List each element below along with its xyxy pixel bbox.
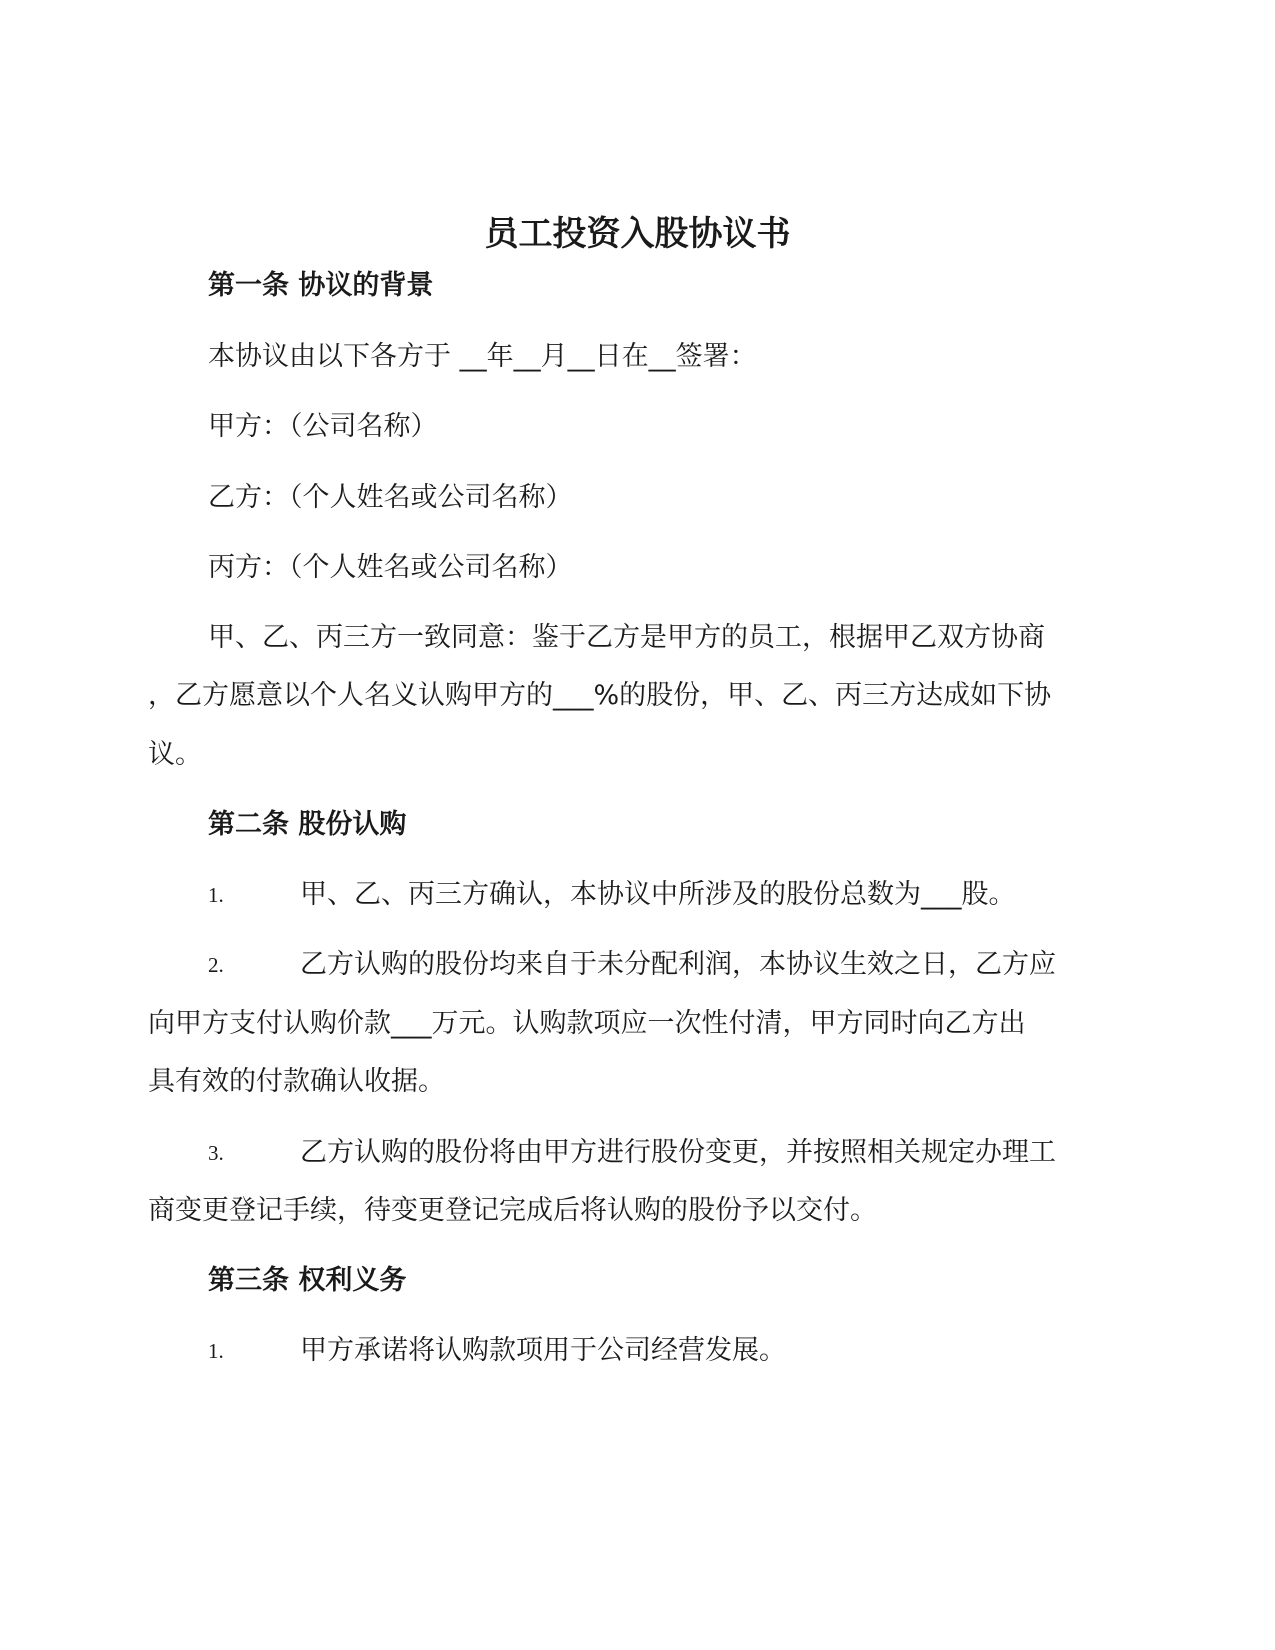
agreement-line: ，乙方愿意以个人名义认购甲方的___%的股份，甲、乙、丙三方达成如下协 bbox=[148, 680, 1052, 711]
agreement-line: 议。 bbox=[148, 739, 202, 770]
list-item-text: 甲、乙、丙三方确认，本协议中所涉及的股份总数为___股。 bbox=[300, 879, 1016, 910]
list-item-text: 乙方认购的股份将由甲方进行股份变更，并按照相关规定办理工 bbox=[300, 1137, 1056, 1168]
agreement-line: 甲、乙、丙三方一致同意：鉴于乙方是甲方的员工，根据甲乙双方协商 bbox=[208, 622, 1045, 653]
party-b-line: 乙方：（个人姓名或公司名称） bbox=[208, 482, 573, 513]
list-item-text: 向甲方支付认购价款___万元。认购款项应一次性付清，甲方同时向乙方出 bbox=[148, 1008, 1026, 1039]
list-item-number: 2. bbox=[208, 953, 224, 977]
signing-intro: 本协议由以下各方于 __年__月__日在__签署： bbox=[208, 341, 757, 372]
list-item-text: 具有效的付款确认收据。 bbox=[148, 1066, 445, 1097]
list-item-text: 乙方认购的股份均来自于未分配利润，本协议生效之日，乙方应 bbox=[300, 949, 1056, 980]
article-3-heading: 第三条 权利义务 bbox=[208, 1265, 407, 1296]
document-title: 员工投资入股协议书 bbox=[484, 214, 791, 254]
list-item-text: 商变更登记手续，待变更登记完成后将认购的股份予以交付。 bbox=[148, 1195, 877, 1226]
party-c-line: 丙方：（个人姓名或公司名称） bbox=[208, 552, 573, 583]
article-1-heading: 第一条 协议的背景 bbox=[208, 270, 434, 301]
list-item-number: 1. bbox=[208, 883, 224, 907]
party-a-line: 甲方：（公司名称） bbox=[208, 411, 438, 442]
list-item-number: 3. bbox=[208, 1141, 224, 1165]
list-item-text: 甲方承诺将认购款项用于公司经营发展。 bbox=[300, 1335, 786, 1366]
list-item-number: 1. bbox=[208, 1339, 224, 1363]
article-2-heading: 第二条 股份认购 bbox=[208, 809, 407, 840]
